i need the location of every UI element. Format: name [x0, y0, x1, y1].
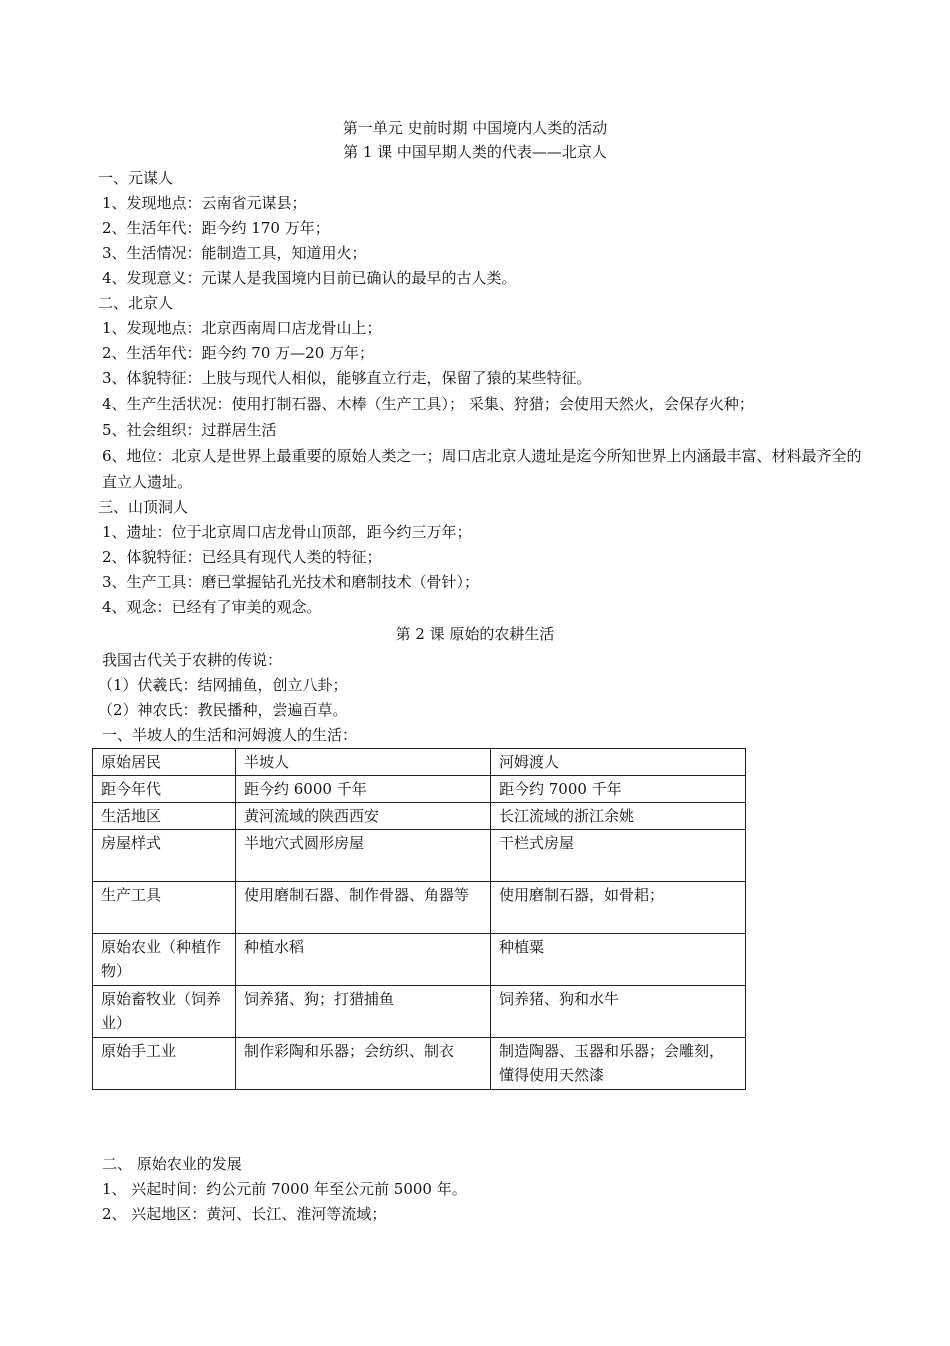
table-cell: 干栏式房屋: [491, 830, 746, 882]
table-row: [93, 776, 746, 803]
table-cell: 使用磨制石器、制作骨器、角器等: [236, 882, 491, 934]
table-row: [93, 882, 746, 934]
list-item: 5、社会组织：过群居生活: [102, 421, 277, 439]
table-cell: 使用磨制石器，如骨耜；: [491, 882, 746, 934]
table-cell: 原始居民: [93, 749, 236, 776]
list-item: 2、生活年代：距今约 170 万年；: [102, 219, 330, 237]
table-cell: 原始手工业: [93, 1038, 236, 1090]
list-item: 4、生产生活状况：使用打制石器、木棒（生产工具）； 采集、狩猎；会使用天然火，会保存火种；: [102, 395, 754, 413]
section-heading-beijing: 二、北京人: [98, 294, 174, 312]
table-cell: 饲养猪、狗；打猎捕鱼: [236, 986, 491, 1038]
list-item: 6、地位：北京人是世界上最重要的原始人类之一；周口店北京人遗址是迄今所知世界上内涵最丰富、材料最齐全的直立人遗址。: [102, 447, 862, 491]
table-cell: 半坡人: [236, 749, 491, 776]
list-item: 3、生活情况：能制造工具，知道用火；: [102, 244, 367, 262]
list-item: 2、体貌特征：已经具有现代人类的特征；: [102, 548, 382, 566]
list-item: （1）伏羲氏：结网捕鱼，创立八卦；: [98, 676, 348, 694]
section-heading-yuanmou: 一、元谋人: [98, 169, 174, 187]
table-cell: 种植水稻: [236, 934, 491, 986]
list-item: 4、发现意义：元谋人是我国境内目前已确认的最早的古人类。: [102, 269, 517, 287]
list-item: 2、生活年代：距今约 70 万—20 万年；: [102, 344, 375, 362]
list-item: 1、遗址：位于北京周口店龙骨山顶部，距今约三万年；: [102, 523, 472, 541]
table-row: [93, 803, 746, 830]
lesson1-title: 第 1 课 中国早期人类的代表——北京人: [343, 143, 607, 161]
table-row: [93, 986, 746, 1038]
table-cell: 种植粟: [491, 934, 746, 986]
unit-title: 第一单元 史前时期 中国境内人类的活动: [342, 119, 608, 137]
table-cell: 制造陶器、玉器和乐器；会雕刻，懂得使用天然漆: [491, 1038, 746, 1090]
table-cell: 房屋样式: [93, 830, 236, 882]
table-cell: 距今年代: [93, 776, 236, 803]
table-cell: 长江流域的浙江余姚: [491, 803, 746, 830]
table-row: [93, 749, 746, 776]
legend-intro: 我国古代关于农耕的传说：: [102, 651, 283, 669]
table-row: [93, 1038, 746, 1090]
comparison-table: [92, 748, 746, 1090]
lesson2-title: 第 2 课 原始的农耕生活: [395, 625, 555, 643]
list-item: 2、 兴起地区：黄河、长江、淮河等流域；: [102, 1205, 387, 1223]
list-item: 3、生产工具：磨已掌握钻孔光技术和磨制技术（骨针）；: [102, 573, 480, 591]
section-heading-shanding: 三、山顶洞人: [98, 498, 189, 516]
compare-heading: 一、半坡人的生活和河姆渡人的生活：: [102, 726, 358, 744]
list-item: 1、 兴起时间：约公元前 7000 年至公元前 5000 年。: [102, 1180, 467, 1198]
table-cell: 生活地区: [93, 803, 236, 830]
list-item: 1、发现地点：云南省元谋县；: [102, 194, 307, 212]
list-item: 3、体貌特征：上肢与现代人相似，能够直立行走，保留了猿的某些特征。: [102, 369, 592, 387]
table-cell: 黄河流域的陕西西安: [236, 803, 491, 830]
table-cell: 半地穴式圆形房屋: [236, 830, 491, 882]
table-cell: 生产工具: [93, 882, 236, 934]
list-item: 4、观念：已经有了审美的观念。: [102, 598, 322, 616]
table-cell: 河姆渡人: [491, 749, 746, 776]
list-item: 1、发现地点：北京西南周口店龙骨山上；: [102, 319, 382, 337]
table-cell: 饲养猪、狗和水牛: [491, 986, 746, 1038]
list-item: （2）神农氏：教民播种，尝遍百草。: [98, 701, 348, 719]
table-row: [93, 934, 746, 986]
table-cell: 制作彩陶和乐器；会纺织、制衣: [236, 1038, 491, 1090]
section-heading-agri: 二、 原始农业的发展: [102, 1155, 242, 1173]
table-cell: 距今约 7000 千年: [491, 776, 746, 803]
table-cell: 原始农业（种植作物）: [93, 934, 236, 986]
table-row: [93, 830, 746, 882]
table-cell: 原始畜牧业（饲养业）: [93, 986, 236, 1038]
table-cell: 距今约 6000 千年: [236, 776, 491, 803]
